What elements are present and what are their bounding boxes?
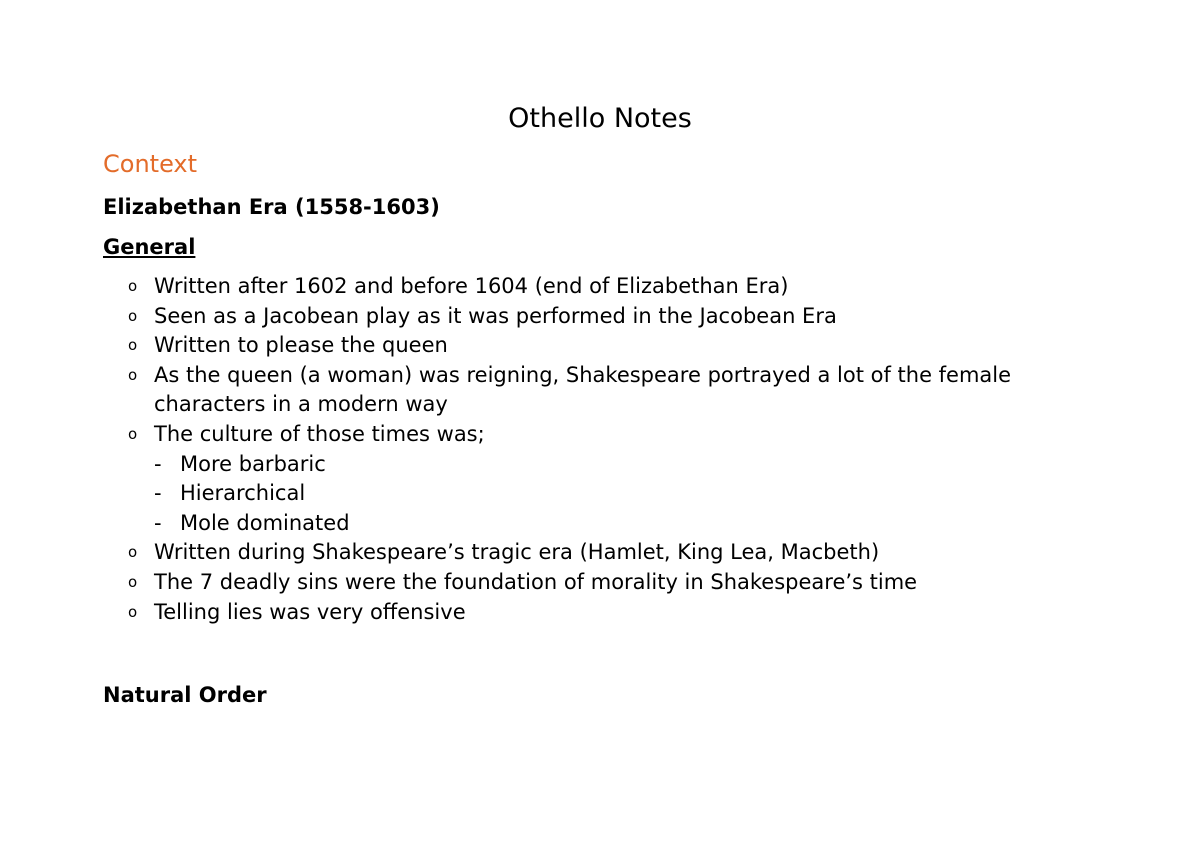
list-item-text: Written to please the queen	[154, 333, 448, 358]
dash-bullet-icon: -	[154, 481, 162, 506]
circle-bullet-icon: o	[128, 543, 138, 562]
document-title: Othello Notes	[508, 103, 692, 134]
list-item-text: Written during Shakespeare’s tragic era (Hamlet, King Lea, Macbeth)	[154, 540, 880, 565]
circle-bullet-icon: o	[128, 424, 138, 443]
sub-bullet-list	[154, 450, 1100, 539]
list-item-text: The culture of those times was;	[154, 421, 485, 446]
sub-list-item	[154, 509, 1100, 539]
era-heading: Elizabethan Era (1558-1603)	[103, 195, 440, 219]
dash-bullet-icon: -	[154, 451, 162, 476]
sub-list-item	[154, 450, 1100, 480]
list-item	[0, 420, 1200, 538]
list-item	[0, 331, 1200, 361]
circle-bullet-icon: o	[128, 306, 138, 325]
circle-bullet-icon: o	[128, 572, 138, 591]
sub-list-item	[154, 479, 1100, 509]
list-item-text: Telling lies was very offensive	[154, 599, 466, 624]
circle-bullet-icon: o	[128, 277, 138, 295]
list-item-text: The 7 deadly sins were the foundation of morality in Shakespeare’s time	[154, 569, 918, 594]
circle-bullet-icon: o	[128, 336, 138, 355]
list-item	[0, 272, 1200, 302]
natural-order-heading: Natural Order	[103, 683, 267, 707]
circle-bullet-icon: o	[128, 602, 138, 621]
list-item-text: As the queen (a woman) was reigning, Shakespeare portrayed a lot of the female characters in a modern way	[154, 362, 1012, 417]
section-heading-context: Context	[103, 150, 198, 178]
sub-list-item-text: Hierarchical	[180, 481, 306, 506]
sub-list-item-text: Mole dominated	[180, 510, 350, 535]
sub-list-item-text: More barbaric	[180, 451, 326, 476]
list-item	[0, 598, 1200, 628]
notes-bullet-list	[0, 272, 1200, 627]
list-item	[0, 361, 1200, 420]
list-item	[0, 538, 1200, 568]
list-item-text: Written after 1602 and before 1604 (end of Elizabethan Era)	[154, 274, 789, 298]
list-item-text: Seen as a Jacobean play as it was performed in the Jacobean Era	[154, 303, 837, 328]
general-subheading: General	[103, 235, 196, 259]
list-item	[0, 568, 1200, 598]
circle-bullet-icon: o	[128, 365, 138, 384]
list-item	[0, 302, 1200, 332]
dash-bullet-icon: -	[154, 510, 162, 535]
